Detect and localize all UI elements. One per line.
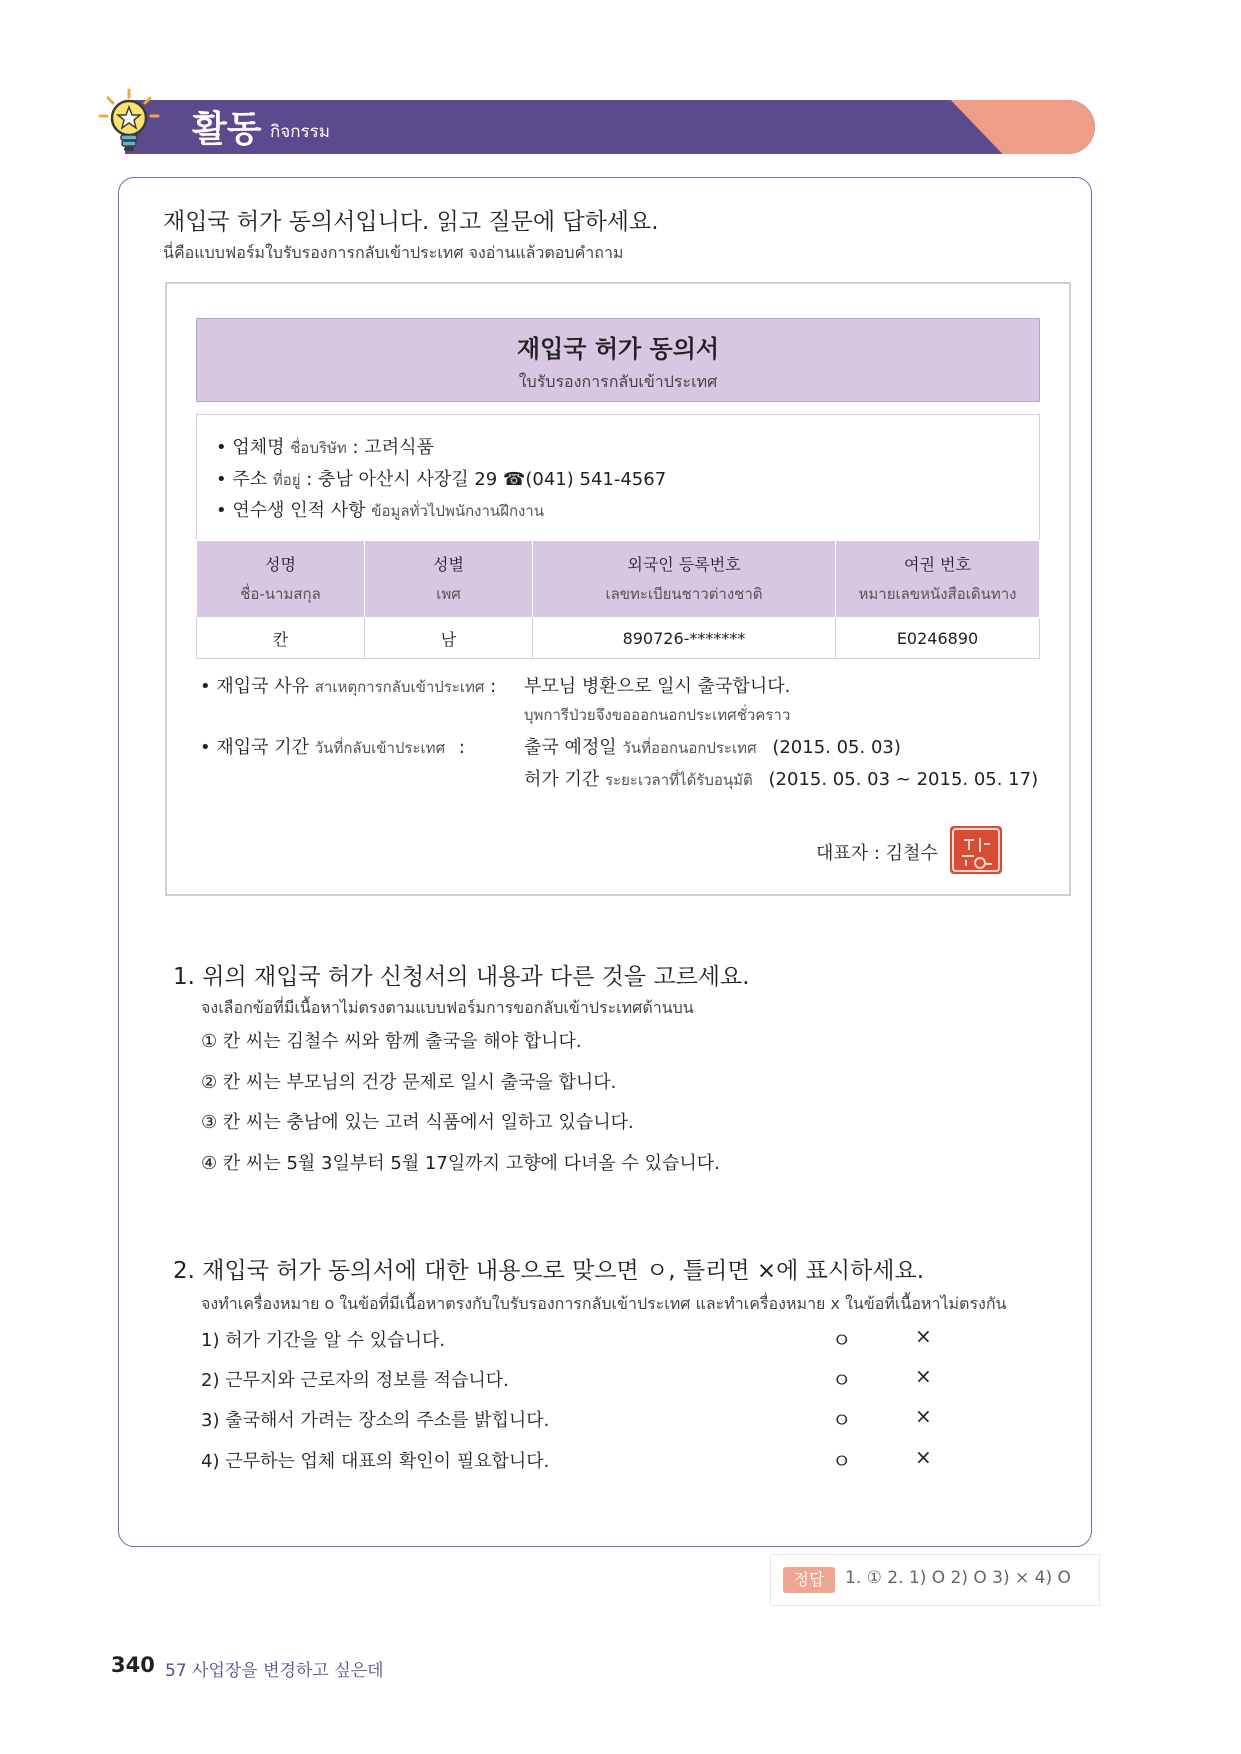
company-label-th: ชื่อบริษัท (290, 439, 347, 457)
q1-option-1[interactable]: ① 칸 씨는 김철수 씨와 함께 출국을 해야 합니다. (201, 1031, 582, 1052)
company-line (216, 433, 434, 460)
reason-label-th: สาเหตุการกลับเข้าประเทศ (314, 678, 485, 696)
reason-value-th: บุพการีป่วยจึงขอออกนอกประเทศชั่วคราว (524, 706, 791, 724)
header-alien-reg: 외국인 등록번호 เลขทะเบียนชาวต่างชาติ (533, 541, 836, 618)
q2-item-3-o[interactable]: ㅇ (832, 1408, 852, 1432)
header-name: 성명 ชื่อ-นามสกุล (197, 541, 365, 618)
address-label-th: ที่อยู่ (272, 471, 301, 489)
q2-item-2: 2) 근무지와 근로자의 정보를 적습니다. (201, 1370, 509, 1391)
q2-item-1-o[interactable]: ㅇ (832, 1328, 852, 1352)
departure-label: 출국 예정일 (524, 737, 617, 758)
reason-label: • 재입국 사유 (200, 676, 310, 697)
q2-item-2-o[interactable]: ㅇ (832, 1368, 852, 1392)
q2-item-3: 3) 출국해서 가려는 장소의 주소를 밝힙니다. (201, 1410, 550, 1431)
departure-label-th: วันที่ออกนอกประเทศ (622, 739, 757, 757)
intro-title: 재입국 허가 동의서입니다. 읽고 질문에 답하세요. (163, 209, 659, 235)
q2-subtitle: จงทำเครื่องหมาย o ในข้อที่มีเนื้อหาตรงกับใบรับรองการกลับเข้าประเทศ และทำเครื่องหมาย x ในข้อที่เนื้อหาไม่ตรงกัน (201, 1294, 1007, 1313)
form-header (196, 318, 1040, 402)
cell-name: 칸 (197, 618, 365, 659)
trainee-line (216, 496, 544, 523)
seal-stamp (950, 826, 1002, 874)
trainee-table (196, 540, 1040, 659)
q2-item-1-x[interactable]: × (915, 1324, 932, 1348)
answer-text: 1. ① 2. 1) O 2) O 3) × 4) O (845, 1568, 1071, 1588)
q1-subtitle: จงเลือกข้อที่มีเนื้อหาไม่ตรงตามแบบฟอร์มการขอกลับเข้าประเทศด้านบน (201, 998, 694, 1017)
q2-item-2-x[interactable]: × (915, 1364, 932, 1388)
company-label: • 업체명 (216, 437, 285, 458)
q1-title: 1. 위의 재입국 허가 신청서의 내용과 다른 것을 고르세요. (173, 964, 750, 990)
trainee-label-th: ข้อมูลทั่วไปพนักงานฝึกงาน (371, 502, 545, 520)
header-gender: 성별 เพศ (365, 541, 533, 618)
banner-accent (910, 100, 1095, 154)
permit-range: (2015. 05. 03 ~ 2015. 05. 17) (768, 769, 1039, 790)
trainee-label: • 연수생 인적 사항 (216, 500, 366, 521)
departure-line (524, 733, 901, 760)
seal-icon (950, 826, 1002, 874)
address-line (216, 465, 666, 492)
reason-value: 부모님 병환으로 일시 출국합니다. (524, 676, 791, 697)
q1-option-3[interactable]: ③ 칸 씨는 충남에 있는 고려 식품에서 일하고 있습니다. (201, 1112, 634, 1133)
address-value: : 충남 아산시 사장길 29 ☎(041) 541-4567 (300, 469, 667, 490)
intro-subtitle: นี่คือแบบฟอร์มใบรับรองการกลับเข้าประเทศ จงอ่านแล้วตอบคำถาม (163, 243, 624, 262)
chapter-title: 57 사업장을 변경하고 싶은데 (165, 1661, 384, 1681)
cell-passport: E0246890 (836, 618, 1040, 659)
q1-option-2[interactable]: ② 칸 씨는 부모님의 건강 문제로 일시 출국을 합니다. (201, 1072, 617, 1093)
q2-item-4-x[interactable]: × (915, 1445, 932, 1469)
permit-label-th: ระยะเวลาที่ได้รับอนุมัติ (605, 771, 753, 789)
section-title: 활동 (192, 109, 262, 150)
period-label-line (200, 733, 465, 760)
section-subtitle: กิจกรรม (270, 122, 331, 142)
answer-badge: 정답 (783, 1567, 835, 1593)
table-row (197, 618, 1040, 659)
q2-item-1: 1) 허가 기간을 알 수 있습니다. (201, 1330, 446, 1351)
q2-title: 2. 재입국 허가 동의서에 대한 내용으로 맞으면 ㅇ, 틀리면 ×에 표시하세요. (173, 1258, 925, 1284)
page-number: 340 (111, 1653, 155, 1677)
address-label: • 주소 (216, 469, 268, 490)
q2-item-4: 4) 근무하는 업체 대표의 확인이 필요합니다. (201, 1451, 550, 1472)
form-subtitle: ใบรับรองการกลับเข้าประเทศ (518, 372, 718, 391)
cell-alien-reg: 890726-******* (533, 618, 836, 659)
period-label-th: วันที่กลับเข้าประเทศ (314, 739, 446, 757)
header-passport: 여권 번호 หมายเลขหนังสือเดินทาง (836, 541, 1040, 618)
cell-gender: 남 (365, 618, 533, 659)
table-header-row (197, 541, 1040, 618)
company-value: : 고려식품 (346, 437, 434, 458)
q1-option-4[interactable]: ④ 칸 씨는 5월 3일부터 5월 17일까지 고향에 다녀올 수 있습니다. (201, 1153, 720, 1174)
q2-item-4-o[interactable]: ㅇ (832, 1449, 852, 1473)
representative: 대표자 : 김철수 (816, 843, 938, 864)
lightbulb-star-icon (96, 88, 162, 154)
reason-colon: : (490, 676, 497, 697)
period-label: • 재입국 기간 (200, 737, 310, 758)
reason-label-line (200, 672, 496, 699)
permit-label: 허가 기간 (524, 769, 600, 790)
form-title: 재입국 허가 동의서 (516, 335, 720, 363)
departure-date: (2015. 05. 03) (772, 737, 901, 758)
q2-item-3-x[interactable]: × (915, 1404, 932, 1428)
permit-line (524, 765, 1038, 792)
period-colon: : (458, 737, 465, 758)
